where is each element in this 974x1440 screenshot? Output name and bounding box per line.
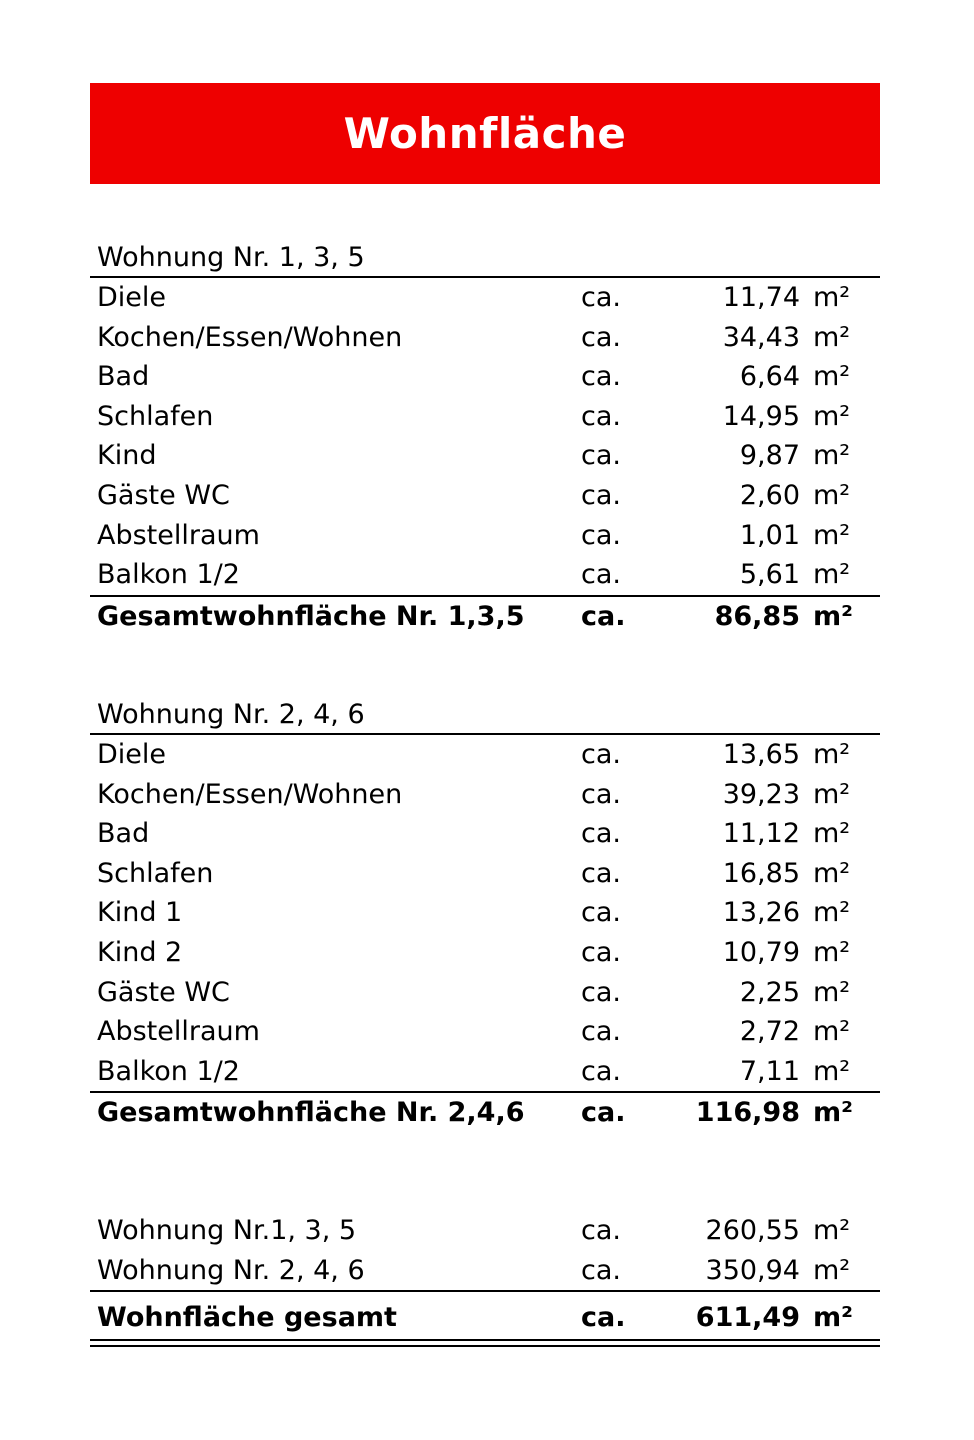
area-value: 2,60 (739, 479, 800, 511)
room-label: Kind (97, 440, 157, 472)
unit-label: m² (813, 1215, 851, 1246)
approx-label: ca. (581, 857, 621, 889)
room-label: Diele (97, 739, 167, 770)
table-row (90, 973, 880, 1013)
table-row (90, 1052, 880, 1092)
room-label: Kind 1 (97, 897, 183, 929)
table-row (90, 555, 880, 595)
room-label: Gäste WC (97, 479, 230, 511)
approx-label: ca. (581, 778, 621, 810)
unit-label: m² (813, 282, 851, 313)
room-label: Balkon 1/2 (97, 1055, 240, 1087)
approx-label: ca. (581, 1302, 626, 1334)
area-value: 260,55 (705, 1215, 800, 1246)
unit-label: m² (813, 976, 851, 1008)
area-value: 6,64 (739, 361, 800, 393)
approx-label: ca. (581, 479, 621, 511)
area-value: 11,12 (722, 818, 800, 850)
area-value: 11,74 (722, 282, 800, 313)
room-label: Diele (97, 282, 167, 313)
title-banner (90, 83, 880, 184)
room-label: Abstellraum (97, 1016, 260, 1048)
area-value: 7,11 (739, 1055, 800, 1087)
room-label: Bad (97, 361, 150, 393)
section-heading: Wohnung Nr. 2, 4, 6 (90, 697, 880, 735)
table-row (90, 397, 880, 437)
unit-label: m² (813, 321, 851, 353)
room-label: Gäste WC (97, 976, 230, 1008)
area-value: 13,26 (722, 897, 800, 929)
total-row (90, 1091, 880, 1133)
approx-label: ca. (581, 1254, 621, 1286)
table-row (90, 516, 880, 556)
room-label: Kind 2 (97, 936, 183, 968)
approx-label: ca. (581, 739, 621, 770)
approx-label: ca. (581, 282, 621, 313)
approx-label: ca. (581, 600, 626, 632)
area-value: 14,95 (722, 400, 800, 432)
unit-label: m² (813, 559, 851, 591)
approx-label: ca. (581, 1055, 621, 1087)
summary-label: Wohnung Nr.1, 3, 5 (97, 1215, 357, 1246)
approx-label: ca. (581, 1097, 626, 1129)
area-value: 10,79 (722, 936, 800, 968)
area-value: 2,25 (739, 976, 800, 1008)
area-value: 16,85 (722, 857, 800, 889)
unit-label: m² (813, 400, 851, 432)
unit-label: m² (813, 1097, 853, 1129)
area-value: 13,65 (722, 739, 800, 770)
approx-label: ca. (581, 936, 621, 968)
unit-label: m² (813, 361, 851, 393)
page-title: Wohnfläche (343, 109, 627, 158)
section-wohnung-2-4-6 (90, 697, 880, 1133)
unit-label: m² (813, 519, 851, 551)
table-row (90, 814, 880, 854)
unit-label: m² (813, 897, 851, 929)
unit-label: m² (813, 1016, 851, 1048)
total-label: Gesamtwohnfläche Nr. 2,4,6 (97, 1097, 525, 1129)
section-wohnung-1-3-5 (90, 240, 880, 636)
approx-label: ca. (581, 400, 621, 432)
approx-label: ca. (581, 559, 621, 591)
total-value: 86,85 (714, 600, 800, 632)
grand-total-label: Wohnfläche gesamt (97, 1302, 397, 1334)
summary-label: Wohnung Nr. 2, 4, 6 (97, 1254, 365, 1286)
grand-total-row (90, 1292, 880, 1339)
table-row (90, 854, 880, 894)
section-summary (90, 1211, 880, 1347)
unit-label: m² (813, 1055, 851, 1087)
area-value: 5,61 (739, 559, 800, 591)
unit-label: m² (813, 600, 853, 632)
unit-label: m² (813, 479, 851, 511)
approx-label: ca. (581, 519, 621, 551)
room-label: Bad (97, 818, 150, 850)
table-row (90, 357, 880, 397)
room-label: Kochen/Essen/Wohnen (97, 778, 403, 810)
table-row (90, 1251, 880, 1291)
area-value: 39,23 (722, 778, 800, 810)
unit-label: m² (813, 1254, 851, 1286)
unit-label: m² (813, 857, 851, 889)
area-value: 2,72 (739, 1016, 800, 1048)
area-value: 34,43 (722, 321, 800, 353)
unit-label: m² (813, 440, 851, 472)
approx-label: ca. (581, 976, 621, 1008)
table-row (90, 476, 880, 516)
room-label: Schlafen (97, 400, 214, 432)
room-label: Balkon 1/2 (97, 559, 240, 591)
table-row (90, 893, 880, 933)
grand-total-value: 611,49 (695, 1302, 800, 1334)
table-row (90, 1012, 880, 1052)
unit-label: m² (813, 936, 851, 968)
room-label: Schlafen (97, 857, 214, 889)
approx-label: ca. (581, 1215, 621, 1246)
unit-label: m² (813, 739, 851, 770)
table-row (90, 1211, 880, 1251)
table-row (90, 278, 880, 318)
unit-label: m² (813, 778, 851, 810)
approx-label: ca. (581, 361, 621, 393)
total-row (90, 595, 880, 637)
section-heading: Wohnung Nr. 1, 3, 5 (90, 240, 880, 278)
unit-label: m² (813, 1302, 853, 1334)
area-value: 350,94 (705, 1254, 800, 1286)
total-label: Gesamtwohnfläche Nr. 1,3,5 (97, 600, 525, 632)
approx-label: ca. (581, 818, 621, 850)
approx-label: ca. (581, 440, 621, 472)
area-value: 1,01 (739, 519, 800, 551)
unit-label: m² (813, 818, 851, 850)
table-row (90, 775, 880, 815)
room-label: Kochen/Essen/Wohnen (97, 321, 403, 353)
table-row (90, 735, 880, 775)
table-row (90, 436, 880, 476)
table-row (90, 318, 880, 358)
table-row (90, 933, 880, 973)
approx-label: ca. (581, 1016, 621, 1048)
total-value: 116,98 (695, 1097, 800, 1129)
room-label: Abstellraum (97, 519, 260, 551)
approx-label: ca. (581, 321, 621, 353)
area-value: 9,87 (739, 440, 800, 472)
approx-label: ca. (581, 897, 621, 929)
